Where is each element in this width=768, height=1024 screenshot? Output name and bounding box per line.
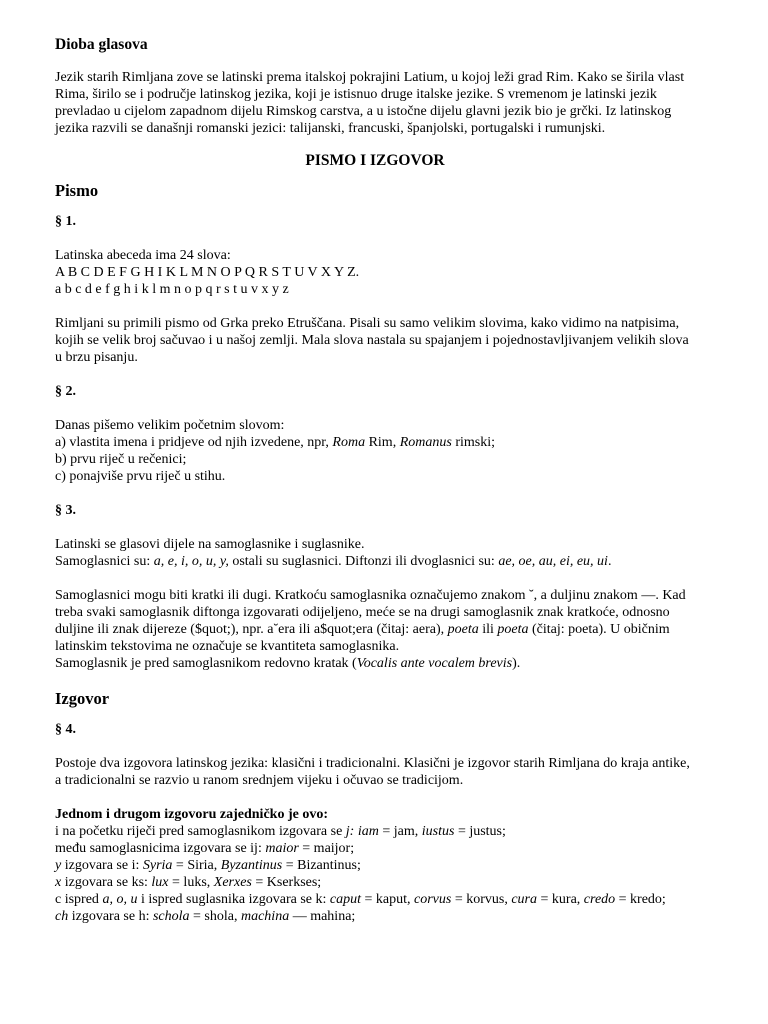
rule-ch: ch izgovara se h: schola = shola, machina — mahina; (55, 909, 356, 924)
document-page (55, 35, 695, 925)
paragraph-number-1: § 1. (55, 214, 76, 229)
common-rules-heading: Jednom i drugom izgovoru zajedničko je ovo: (55, 807, 328, 822)
rule-i-initial: i na početku riječi pred samoglasnikom izgovara se j: iam = jam, iustus = justus; (55, 824, 506, 839)
paragraph-number-4: § 4. (55, 722, 76, 737)
capitalization-rule-a: a) vlastita imena i pridjeve od njih izvedene, npr, Roma Rim, Romanus rimski; (55, 435, 495, 450)
rule-c: c ispred a, o, u i ispred suglasnika izgovara se k: caput = kaput, corvus = korvus, cura = kura, credo = kredo; (55, 892, 666, 907)
section-heading-pismo-i-izgovor: PISMO I IZGOVOR (305, 152, 445, 169)
pronunciation-paragraph: Postoje dva izgovora latinskog jezika: klasični i tradicionalni. Klasični je izgovor starih Rimljana do kraja antike, a tradicionalni se razvio u ranom srednjem vijeku i očuvao se tradicijom. (55, 756, 690, 788)
subheading-izgovor: Izgovor (55, 689, 110, 708)
vowels-intro: Latinski se glasovi dijele na samoglasnike i suglasnike. (55, 537, 365, 552)
vowel-length-paragraph: Samoglasnici mogu biti kratki ili dugi. Kratkoću samoglasnika označujemo znakom ˘, a duljinu znakom —. Kad treba svaki samoglasnik diftonga izgovarati odijeljeno, meće se na drugi samoglasnik znak kratkoće, odnosno duljine ili znak dijereze ($quot;), npr. a˘era ili a$quot;era (čitaj: aera), poeta ili poeta (čitaj: poeta). U običnim latinskim tekstovima ne označuje se kvantiteta samoglasnika. (55, 588, 686, 654)
vowels-list: Samoglasnici su: a, e, i, o, u, y, ostali su suglasnici. Diftonzi ili dvoglasnici su: ae, oe, au, ei, eu, ui. (55, 554, 612, 569)
alphabet-paragraph: Rimljani su primili pismo od Grka preko Etruščana. Pisali su samo velikim slovima, kako vidimo na natpisima, kojih se velik broj sačuvao i u našoj zemlji. Mala slova nastala su spajanjem i pojednostavljivanjem velikih slova u brzu pisanju. (55, 316, 689, 365)
rule-i-intervocalic: među samoglasnicima izgovara se ij: maior = maijor; (55, 841, 355, 856)
capitalization-intro: Danas pišemo velikim početnim slovom: (55, 418, 285, 433)
subheading-pismo: Pismo (55, 181, 99, 200)
paragraph-number-2: § 2. (55, 384, 76, 399)
rule-x: x izgovara se ks: lux = luks, Xerxes = Kserkses; (55, 875, 322, 890)
paragraph-number-3: § 3. (55, 503, 76, 518)
capitalization-rule-b: b) prvu riječ u rečenici; (55, 452, 187, 467)
intro-paragraph: Jezik starih Rimljana zove se latinski prema italskoj pokrajini Latium, u kojoj leži grad Rim. Kako se širila vlast Rima, širilo se i područje latinskog jezika, koji je istisnuo druge italske jezike. S vremenom je latinski jezik prevladao u cijelom zapadnom dijelu Rimskog carstva, a u istočne dijelu glavni jezik bio je grčki. Iz latinskog jezika razvili se današnji romanski jezici: talijanski, francuski, španjolski, portugalski i rumunjski. (55, 70, 685, 136)
alphabet-uppercase: A B C D E F G H I K L M N O P Q R S T U V X Y Z. (55, 265, 360, 280)
rule-y: y izgovara se i: Syria = Siria, Byzantinus = Bizantinus; (55, 858, 361, 873)
alphabet-lowercase: a b c d e f g h i k l m n o p q r s t u v x y z (55, 282, 289, 297)
vocalis-rule: Samoglasnik je pred samoglasnikom redovno kratak (Vocalis ante vocalem brevis). (55, 656, 521, 671)
page-title: Dioba glasova (55, 36, 148, 53)
alphabet-intro: Latinska abeceda ima 24 slova: (55, 248, 231, 263)
capitalization-rule-c: c) ponajviše prvu riječ u stihu. (55, 469, 226, 484)
